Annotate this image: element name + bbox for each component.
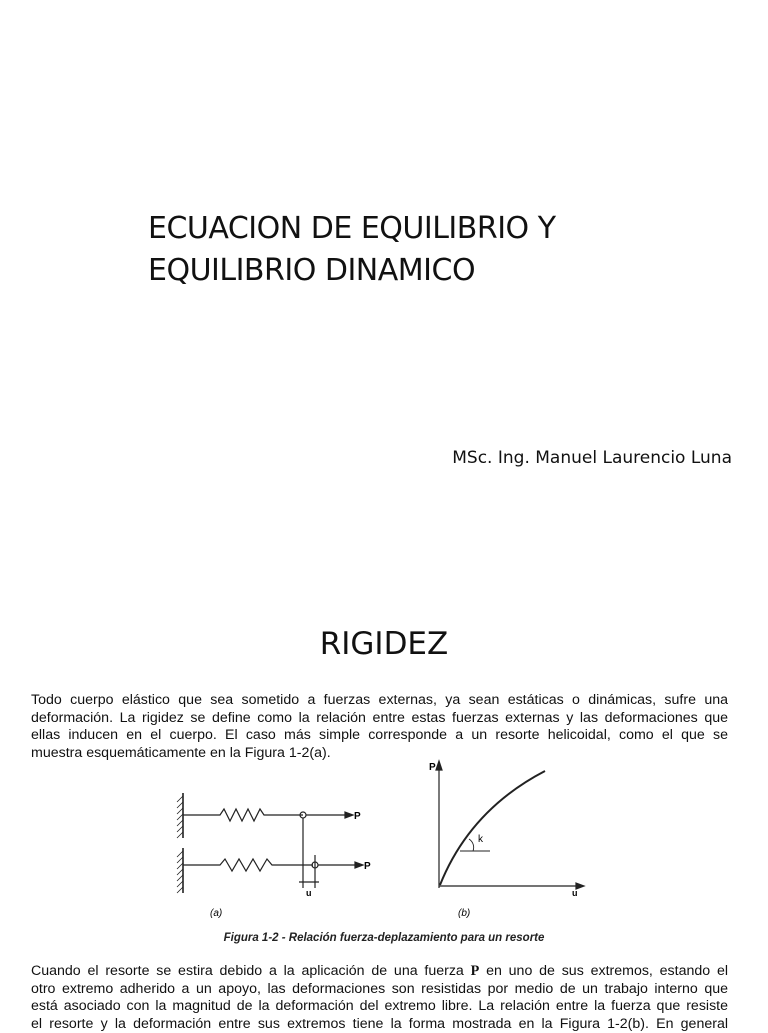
displacement-label: u [306,888,312,898]
paragraph-text: en uno de sus extremos, estando el [486,963,728,979]
paragraph-line: está asociado con la magnitud de la deformación del extremo libre. La relación entre la fuerza que resiste [31,998,728,1016]
force-symbol: P [471,963,480,979]
author-name: MSc. Ing. Manuel Laurencio Luna [380,448,732,468]
paragraph-line: deformación. La rigidez se define como la relación entre estas fuerzas externas y las deformaciones que [31,710,728,728]
axis-x-label: u [572,888,578,898]
figure-label-b: (b) [458,908,470,919]
spring-system-a [177,793,363,893]
title-line-1: ECUACION DE EQUILIBRIO Y [148,208,708,250]
figure-caption: Figura 1-2 - Relación fuerza-deplazamiento para un resorte [0,932,768,944]
paragraph-line [31,963,728,981]
paragraph-line: el resorte y la deformación entre sus extremos tiene la forma mostrada en la Figura 1-2(b). En general [31,1016,728,1033]
paragraph-text: Cuando el resorte se estira debido a la aplicación de una fuerza [31,963,464,979]
force-displacement-plot [436,761,584,889]
force-label-1: P [354,811,361,822]
spring-figure [160,758,600,958]
stiffness-label: k [478,834,484,845]
paragraph-intro [31,692,728,762]
paragraph-line: otro extremo adherido a un apoyo, las deformaciones son resistidas por medio de un trabajo interno que [31,981,728,999]
force-label-2: P [364,861,371,872]
paragraph-line: muestra esquemáticamente en la Figura 1-2(a). [31,745,728,763]
title-line-2: EQUILIBRIO DINAMICO [148,250,708,292]
axis-y-label: P [429,762,436,773]
paragraph-spring [31,963,728,1033]
figure-label-a: (a) [210,908,222,919]
slide-title [148,208,708,292]
paragraph-line: ellas inducen en el cuerpo. El caso más simple corresponde a un resorte helicoidal, como el que se [31,727,728,745]
spring-diagram [160,758,600,928]
paragraph-line: Todo cuerpo elástico que sea sometido a fuerzas externas, ya sean estáticas o dinámicas, sufre una [31,692,728,710]
section-heading: RIGIDEZ [0,626,768,662]
